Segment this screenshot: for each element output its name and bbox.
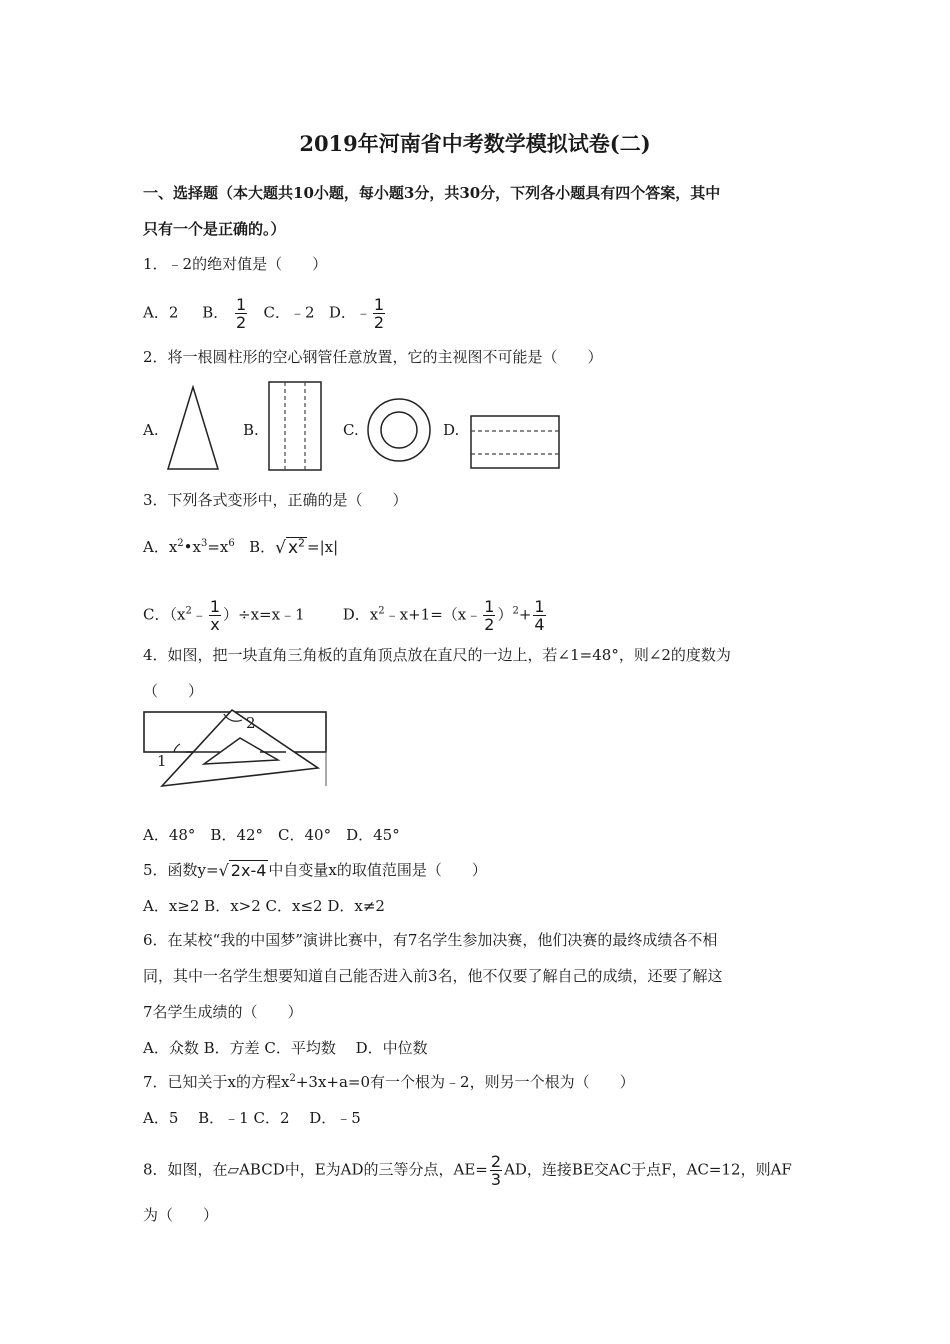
section-heading-line2: 只有一个是正确的。） xyxy=(143,220,286,238)
q1-option-a: A．2 xyxy=(143,303,179,322)
q3-stem: 3．下列各式变形中，正确的是（ ） xyxy=(143,491,408,509)
q2-label-a: A. xyxy=(143,421,159,439)
q1-option-c: C．﹣2 xyxy=(263,303,315,322)
square-root: √ 2x-4 xyxy=(218,861,267,880)
q7-options: A．5 B．﹣1 C．2 D．﹣5 xyxy=(143,1109,361,1127)
q3-options-ab: A．$x^2•x^3=x^6$ B．√ $x^2 =|x|$ xyxy=(143,536,339,558)
q1-stem: 1．﹣2的绝对值是（ ） xyxy=(143,255,328,273)
angle-1-label: 1 xyxy=(157,752,167,770)
q2-stem: 2．将一根圆柱形的空心钢管任意放置，它的主视图不可能是（ ） xyxy=(143,348,603,366)
fraction: $\frac{1}{4}$ xyxy=(534,597,545,634)
section-heading-line1: 一、选择题（本大题共10小题，每小题3分，共30分，下列各小题具有四个答案，其中 xyxy=(143,184,721,202)
q2-figure-c-ring xyxy=(366,397,432,463)
q8-stem-line1: 8．如图，在▱ABCD中，E为AD的三等分点，AE= $\frac{2}{3}$ AD，连接BE交AC于点F，AC=12，则AF xyxy=(143,1152,792,1189)
q4-stem-line1: 4．如图，把一块直角三角板的直角顶点放在直尺的一边上，若∠1=48°，则∠2的度数为 xyxy=(143,646,731,664)
q2-label-c: C. xyxy=(343,421,359,439)
q6-stem-line3: 7名学生成绩的（ ） xyxy=(143,1003,303,1021)
q5-options: A．x≥2 B．x>2 C．x≤2 D．x≠2 xyxy=(143,897,385,915)
q5-stem: 5．函数y=√ 2x-4 中自变量x的取值范围是（ ） xyxy=(143,861,487,880)
fraction: $\frac{1}{2}$ xyxy=(484,597,495,634)
q1-options xyxy=(143,296,387,331)
fraction: $\frac{1}{2}$ xyxy=(373,295,385,332)
q3-options-cd: C．（$x^2﹣$ $\frac{1}{x}$ ）÷x=x﹣1 D．$x^2﹣x+1=(x﹣$ $\frac{1}{2}$ ）$^2$+ $\frac{1}{4}$ xyxy=(143,597,545,634)
q1-option-b: B． xyxy=(202,303,229,322)
q1-option-d: D．﹣ xyxy=(328,303,371,322)
q2-figure-d-rectangle xyxy=(469,414,561,470)
q2-label-b: B. xyxy=(243,421,259,439)
angle-2-label: 2 xyxy=(246,714,256,732)
q4-figure-ruler-triangle xyxy=(142,708,330,790)
fraction: $\frac{1}{x}$ xyxy=(209,597,221,634)
square-root: √ $x^2$ xyxy=(275,536,306,558)
q6-stem-line2: 同，其中一名学生想要知道自己能否进入前3名，他不仅要了解自己的成绩，还要了解这 xyxy=(143,967,723,985)
q7-stem: 7．已知关于x的方程$x^2+3x+a=0$有一个根为﹣2，则另一个根为（ ） xyxy=(143,1073,635,1091)
fraction: $\frac{2}{3}$ xyxy=(490,1152,502,1189)
q6-options: A．众数 B．方差 C．平均数 D．中位数 xyxy=(143,1039,428,1057)
q8-stem-line2: 为（ ） xyxy=(143,1206,219,1224)
q2-figure-a-triangle xyxy=(166,385,220,471)
q2-label-d: D. xyxy=(443,421,460,439)
page-title: 2019年河南省中考数学模拟试卷(二) xyxy=(299,131,651,156)
fraction: $\frac{1}{2}$ xyxy=(236,295,247,332)
q4-stem-line2: （ ） xyxy=(143,682,204,700)
q6-stem-line1: 6．在某校“我的中国梦”演讲比赛中，有7名学生参加决赛，他们决赛的最终成绩各不相 xyxy=(143,931,718,949)
q4-options: A．48° B．42° C．40° D．45° xyxy=(143,826,400,844)
q2-figure-b-rectangle xyxy=(267,380,323,472)
